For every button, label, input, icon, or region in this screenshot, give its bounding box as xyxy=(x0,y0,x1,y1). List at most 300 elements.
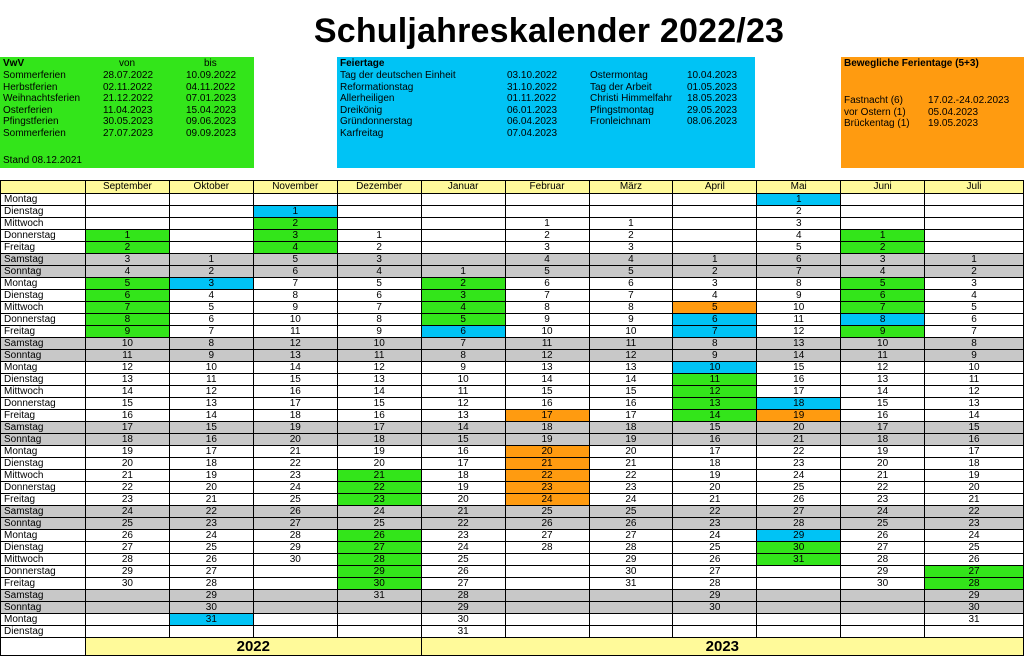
day-cell: 1 xyxy=(505,218,589,230)
day-cell: 19 xyxy=(841,446,925,458)
day-row xyxy=(1,242,1024,254)
day-cell xyxy=(253,578,337,590)
day-cell: 28 xyxy=(589,542,673,554)
day-row xyxy=(1,434,1024,446)
movable-day-name: Brückentag (1) xyxy=(844,118,910,130)
movable-day-name: vor Ostern (1) xyxy=(844,106,906,118)
day-cell: 2 xyxy=(85,242,169,254)
day-cell: 16 xyxy=(85,410,169,422)
day-cell: 2 xyxy=(253,218,337,230)
day-cell: 7 xyxy=(589,290,673,302)
day-cell xyxy=(169,626,253,638)
day-cell: 20 xyxy=(757,422,841,434)
day-cell: 17 xyxy=(841,422,925,434)
day-cell xyxy=(673,218,757,230)
day-cell: 21 xyxy=(505,458,589,470)
vwv-period-name: Sommerferien xyxy=(3,70,66,81)
day-cell: 29 xyxy=(337,566,421,578)
day-cell: 8 xyxy=(757,278,841,290)
day-cell: 29 xyxy=(421,602,505,614)
day-cell: 13 xyxy=(589,362,673,374)
month-header: Februar xyxy=(505,181,589,194)
vwv-period-to: 09.09.2023 xyxy=(186,128,237,139)
day-cell: 12 xyxy=(757,326,841,338)
holiday-name: Reformationstag xyxy=(340,81,414,93)
vwv-period-from: 30.05.2023 xyxy=(103,116,154,128)
day-cell: 15 xyxy=(505,386,589,398)
day-cell: 24 xyxy=(169,530,253,542)
day-cell: 27 xyxy=(253,518,337,530)
day-cell: 20 xyxy=(253,434,337,446)
weekday-label: Samstag xyxy=(1,254,86,266)
weekday-label: Freitag xyxy=(1,578,86,590)
day-cell: 19 xyxy=(169,470,253,482)
day-cell: 20 xyxy=(505,446,589,458)
vwv-period-to: 07.01.2023 xyxy=(186,93,237,105)
day-cell: 13 xyxy=(505,362,589,374)
day-row xyxy=(1,518,1024,530)
day-cell xyxy=(673,626,757,638)
holiday-date: 06.04.2023 xyxy=(507,116,558,128)
day-cell: 1 xyxy=(253,206,337,218)
weekday-label: Mittwoch xyxy=(1,218,86,230)
day-cell: 4 xyxy=(421,302,505,314)
day-cell xyxy=(253,602,337,614)
day-cell: 14 xyxy=(169,410,253,422)
public-holidays-panel xyxy=(337,57,755,168)
month-header: September xyxy=(85,181,169,194)
day-cell: 29 xyxy=(589,554,673,566)
day-cell: 23 xyxy=(505,482,589,494)
day-cell: 28 xyxy=(925,578,1024,590)
day-cell: 12 xyxy=(673,386,757,398)
day-cell: 5 xyxy=(337,278,421,290)
day-cell: 12 xyxy=(169,386,253,398)
day-row xyxy=(1,386,1024,398)
day-cell xyxy=(757,566,841,578)
day-cell: 14 xyxy=(925,410,1024,422)
day-cell: 22 xyxy=(589,470,673,482)
day-cell xyxy=(505,590,589,602)
day-cell: 25 xyxy=(169,542,253,554)
day-cell xyxy=(841,626,925,638)
day-cell: 13 xyxy=(757,338,841,350)
day-cell: 10 xyxy=(757,302,841,314)
day-cell: 8 xyxy=(421,350,505,362)
day-cell xyxy=(85,626,169,638)
day-row xyxy=(1,470,1024,482)
weekday-label: Mittwoch xyxy=(1,302,86,314)
weekday-label: Donnerstag xyxy=(1,482,86,494)
day-cell: 26 xyxy=(589,518,673,530)
vwv-period-from: 27.07.2023 xyxy=(103,128,154,139)
day-cell xyxy=(673,242,757,254)
day-row xyxy=(1,410,1024,422)
day-cell: 24 xyxy=(421,542,505,554)
day-cell: 27 xyxy=(673,566,757,578)
day-cell: 9 xyxy=(253,302,337,314)
day-cell xyxy=(589,194,673,206)
day-cell: 27 xyxy=(337,542,421,554)
weekday-label: Mittwoch xyxy=(1,386,86,398)
movable-day-date: 17.02.-24.02.2023 xyxy=(928,95,1010,106)
day-cell: 30 xyxy=(85,578,169,590)
day-cell: 10 xyxy=(925,362,1024,374)
day-cell: 9 xyxy=(421,362,505,374)
weekday-label: Samstag xyxy=(1,422,86,434)
day-cell: 18 xyxy=(757,398,841,410)
weekday-label: Freitag xyxy=(1,410,86,422)
day-cell: 9 xyxy=(85,326,169,338)
day-cell: 30 xyxy=(169,602,253,614)
day-cell: 30 xyxy=(925,602,1024,614)
day-cell xyxy=(757,578,841,590)
day-cell: 8 xyxy=(337,314,421,326)
day-cell xyxy=(841,194,925,206)
day-cell: 28 xyxy=(253,530,337,542)
day-cell: 27 xyxy=(841,542,925,554)
day-cell: 7 xyxy=(673,326,757,338)
day-cell: 15 xyxy=(337,398,421,410)
day-cell xyxy=(673,194,757,206)
day-cell xyxy=(589,602,673,614)
month-header: März xyxy=(589,181,673,194)
day-cell: 25 xyxy=(589,506,673,518)
day-cell: 13 xyxy=(841,374,925,386)
day-cell: 2 xyxy=(337,242,421,254)
weekday-label: Mittwoch xyxy=(1,554,86,566)
day-cell: 20 xyxy=(85,458,169,470)
vwv-period-from: 21.12.2022 xyxy=(103,93,154,105)
day-cell: 28 xyxy=(85,554,169,566)
day-cell: 4 xyxy=(757,230,841,242)
day-cell xyxy=(85,218,169,230)
day-cell xyxy=(673,206,757,218)
day-cell xyxy=(253,566,337,578)
day-cell xyxy=(757,614,841,626)
weekday-label: Dienstag xyxy=(1,458,86,470)
day-cell: 29 xyxy=(841,566,925,578)
weekday-label: Dienstag xyxy=(1,374,86,386)
day-cell: 2 xyxy=(841,242,925,254)
day-cell: 24 xyxy=(589,494,673,506)
day-cell: 11 xyxy=(421,386,505,398)
day-cell: 25 xyxy=(505,506,589,518)
day-cell: 21 xyxy=(757,434,841,446)
day-cell: 23 xyxy=(85,494,169,506)
day-cell: 23 xyxy=(589,482,673,494)
day-cell: 25 xyxy=(925,542,1024,554)
month-header: Juli xyxy=(925,181,1024,194)
day-cell: 27 xyxy=(757,506,841,518)
day-cell: 1 xyxy=(673,254,757,266)
holiday-name: Fronleichnam xyxy=(590,116,651,128)
day-cell: 24 xyxy=(673,530,757,542)
day-cell: 14 xyxy=(841,386,925,398)
day-cell: 6 xyxy=(253,266,337,278)
day-cell: 13 xyxy=(169,398,253,410)
weekday-label: Donnerstag xyxy=(1,566,86,578)
day-cell: 3 xyxy=(337,254,421,266)
day-cell: 9 xyxy=(589,314,673,326)
day-cell: 15 xyxy=(673,422,757,434)
day-cell: 10 xyxy=(337,338,421,350)
weekday-label: Samstag xyxy=(1,590,86,602)
day-cell: 2 xyxy=(589,230,673,242)
vwv-holidays-panel xyxy=(0,57,254,168)
day-cell: 10 xyxy=(169,362,253,374)
day-cell: 14 xyxy=(85,386,169,398)
day-cell: 6 xyxy=(841,290,925,302)
day-cell xyxy=(421,194,505,206)
day-cell: 11 xyxy=(337,350,421,362)
day-cell: 12 xyxy=(421,398,505,410)
day-cell: 27 xyxy=(925,566,1024,578)
weekday-label: Dienstag xyxy=(1,626,86,638)
day-cell: 19 xyxy=(337,446,421,458)
vwv-stand-date: Stand 08.12.2021 xyxy=(3,155,82,166)
day-cell: 26 xyxy=(673,554,757,566)
day-cell: 5 xyxy=(169,302,253,314)
day-row xyxy=(1,542,1024,554)
day-cell: 11 xyxy=(757,314,841,326)
day-cell: 20 xyxy=(925,482,1024,494)
day-row xyxy=(1,530,1024,542)
day-cell: 5 xyxy=(757,242,841,254)
day-cell: 2 xyxy=(421,278,505,290)
holiday-name: Karfreitag xyxy=(340,128,384,139)
day-row xyxy=(1,254,1024,266)
day-cell: 4 xyxy=(337,266,421,278)
day-cell: 17 xyxy=(925,446,1024,458)
holiday-date: 07.04.2023 xyxy=(507,128,558,139)
month-header: Januar xyxy=(421,181,505,194)
month-header: Mai xyxy=(757,181,841,194)
day-cell: 24 xyxy=(925,530,1024,542)
day-cell: 4 xyxy=(85,266,169,278)
day-row xyxy=(1,398,1024,410)
holiday-name: Pfingstmontag xyxy=(590,104,654,116)
weekday-label: Montag xyxy=(1,530,86,542)
day-cell: 18 xyxy=(925,458,1024,470)
day-cell: 1 xyxy=(757,194,841,206)
day-cell: 16 xyxy=(169,434,253,446)
day-cell: 30 xyxy=(253,554,337,566)
day-cell: 22 xyxy=(925,506,1024,518)
day-cell: 19 xyxy=(757,410,841,422)
day-row xyxy=(1,206,1024,218)
day-cell: 26 xyxy=(925,554,1024,566)
day-cell: 20 xyxy=(841,458,925,470)
day-cell: 13 xyxy=(85,374,169,386)
day-row xyxy=(1,626,1024,638)
day-cell: 28 xyxy=(673,578,757,590)
day-cell: 6 xyxy=(505,278,589,290)
day-cell: 21 xyxy=(169,494,253,506)
day-cell: 20 xyxy=(673,482,757,494)
day-cell: 10 xyxy=(85,338,169,350)
day-row xyxy=(1,554,1024,566)
day-cell: 2 xyxy=(673,266,757,278)
day-cell: 27 xyxy=(421,578,505,590)
day-cell: 3 xyxy=(85,254,169,266)
day-cell: 17 xyxy=(589,410,673,422)
day-cell: 8 xyxy=(253,290,337,302)
day-cell xyxy=(841,206,925,218)
day-cell: 22 xyxy=(85,482,169,494)
day-cell: 25 xyxy=(757,482,841,494)
day-cell: 7 xyxy=(925,326,1024,338)
weekday-label: Sonntag xyxy=(1,434,86,446)
day-cell: 1 xyxy=(589,218,673,230)
day-cell: 24 xyxy=(505,494,589,506)
vwv-col-to: bis xyxy=(204,58,217,69)
movable-days-panel xyxy=(841,57,1024,168)
day-cell: 3 xyxy=(505,242,589,254)
year-label-2022: 2022 xyxy=(85,638,421,656)
movable-day-name: Fastnacht (6) xyxy=(844,95,903,106)
day-cell: 5 xyxy=(253,254,337,266)
weekday-label: Samstag xyxy=(1,506,86,518)
day-cell: 10 xyxy=(421,374,505,386)
day-cell: 1 xyxy=(169,254,253,266)
day-cell: 30 xyxy=(673,602,757,614)
weekday-label: Montag xyxy=(1,194,86,206)
day-cell xyxy=(421,242,505,254)
day-cell: 28 xyxy=(505,542,589,554)
day-cell: 3 xyxy=(421,290,505,302)
day-cell: 17 xyxy=(757,386,841,398)
day-cell: 9 xyxy=(337,326,421,338)
year-row xyxy=(1,638,1024,656)
day-row xyxy=(1,278,1024,290)
day-cell xyxy=(757,626,841,638)
day-cell: 8 xyxy=(505,302,589,314)
day-row xyxy=(1,290,1024,302)
day-cell: 17 xyxy=(169,446,253,458)
day-cell: 16 xyxy=(253,386,337,398)
weekday-label: Samstag xyxy=(1,338,86,350)
day-cell: 10 xyxy=(505,326,589,338)
holiday-date: 01.05.2023 xyxy=(687,81,738,93)
day-cell: 23 xyxy=(337,494,421,506)
day-cell: 1 xyxy=(421,266,505,278)
day-row xyxy=(1,314,1024,326)
weekday-label: Dienstag xyxy=(1,290,86,302)
day-cell: 30 xyxy=(589,566,673,578)
movable-day-date: 05.04.2023 xyxy=(928,106,979,118)
day-cell: 31 xyxy=(421,626,505,638)
day-cell: 8 xyxy=(673,338,757,350)
day-cell: 13 xyxy=(421,410,505,422)
day-cell: 19 xyxy=(505,434,589,446)
weekday-label: Mittwoch xyxy=(1,470,86,482)
day-cell xyxy=(505,566,589,578)
day-cell: 20 xyxy=(337,458,421,470)
day-cell xyxy=(337,218,421,230)
day-cell: 6 xyxy=(925,314,1024,326)
year-label-2023: 2023 xyxy=(421,638,1023,656)
weekday-label: Dienstag xyxy=(1,542,86,554)
day-cell: 5 xyxy=(421,314,505,326)
day-cell: 9 xyxy=(925,350,1024,362)
day-row xyxy=(1,590,1024,602)
vwv-period-to: 10.09.2022 xyxy=(186,70,237,81)
day-cell xyxy=(505,614,589,626)
vwv-period-from: 11.04.2023 xyxy=(103,104,153,116)
movable-day-date: 19.05.2023 xyxy=(928,118,979,130)
day-cell xyxy=(421,206,505,218)
day-cell: 13 xyxy=(925,398,1024,410)
day-cell: 3 xyxy=(925,278,1024,290)
weekday-label: Sonntag xyxy=(1,266,86,278)
vwv-period-to: 04.11.2022 xyxy=(186,81,236,93)
day-cell: 18 xyxy=(589,422,673,434)
day-cell: 5 xyxy=(673,302,757,314)
day-cell: 22 xyxy=(421,518,505,530)
day-cell xyxy=(757,590,841,602)
day-cell: 27 xyxy=(589,530,673,542)
vwv-period-from: 02.11.2022 xyxy=(103,81,153,93)
day-cell xyxy=(925,206,1024,218)
day-cell: 11 xyxy=(673,374,757,386)
day-cell: 26 xyxy=(253,506,337,518)
day-cell: 15 xyxy=(169,422,253,434)
day-cell: 4 xyxy=(169,290,253,302)
day-cell: 19 xyxy=(253,422,337,434)
vwv-heading: VwV xyxy=(3,58,25,69)
day-cell xyxy=(337,206,421,218)
holiday-date: 10.04.2023 xyxy=(687,70,738,81)
day-cell xyxy=(925,230,1024,242)
day-cell: 14 xyxy=(253,362,337,374)
day-cell: 16 xyxy=(757,374,841,386)
day-cell: 30 xyxy=(757,542,841,554)
day-cell: 16 xyxy=(925,434,1024,446)
day-cell: 5 xyxy=(85,278,169,290)
day-cell xyxy=(505,194,589,206)
day-cell: 18 xyxy=(169,458,253,470)
day-cell: 21 xyxy=(673,494,757,506)
day-row xyxy=(1,350,1024,362)
day-cell: 16 xyxy=(505,398,589,410)
holiday-name: Allerheiligen xyxy=(340,93,395,105)
holiday-date: 31.10.2022 xyxy=(507,81,558,93)
day-cell: 12 xyxy=(505,350,589,362)
day-cell: 2 xyxy=(169,266,253,278)
day-cell: 9 xyxy=(841,326,925,338)
vwv-period-name: Sommerferien xyxy=(3,128,66,139)
weekday-label: Montag xyxy=(1,614,86,626)
day-cell: 9 xyxy=(757,290,841,302)
day-cell: 11 xyxy=(841,350,925,362)
day-cell: 10 xyxy=(589,326,673,338)
day-cell: 11 xyxy=(505,338,589,350)
day-row xyxy=(1,266,1024,278)
day-cell: 18 xyxy=(841,434,925,446)
day-cell: 5 xyxy=(589,266,673,278)
day-row xyxy=(1,578,1024,590)
day-row xyxy=(1,302,1024,314)
day-cell xyxy=(589,626,673,638)
day-cell: 28 xyxy=(841,554,925,566)
day-cell xyxy=(505,626,589,638)
holiday-date: 06.01.2023 xyxy=(507,104,558,116)
day-cell xyxy=(85,206,169,218)
day-row xyxy=(1,230,1024,242)
day-cell: 29 xyxy=(673,590,757,602)
vwv-col-from: von xyxy=(119,58,136,69)
